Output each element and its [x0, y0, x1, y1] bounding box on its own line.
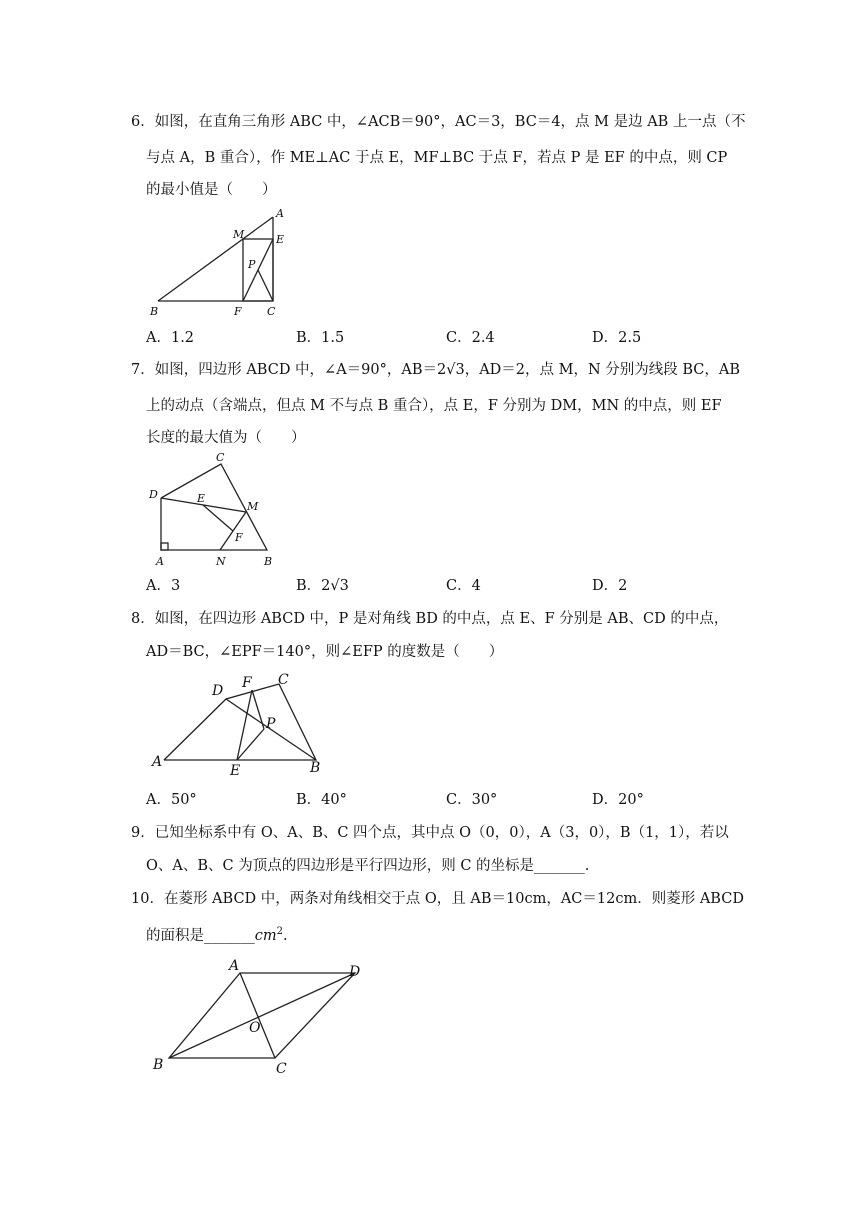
q10-text-line2: [146, 922, 288, 946]
q6-options: [146, 326, 766, 346]
q6-label-p: P: [248, 258, 256, 271]
q6-text-line2: 与点 A，B 重合），作 ME⊥AC 于点 E，MF⊥BC 于点 F，若点 P 是 EF 的中点，则 CP: [146, 150, 728, 166]
q9-text-line1: 9．已知坐标系中有 O、A、B、C 四个点，其中点 O（0，0），A（3，0），B（1，1），若以: [131, 825, 729, 841]
q6-label-c: C: [267, 305, 276, 318]
q8-label-d: D: [212, 683, 224, 699]
q8-text-line2: AD＝BC，∠EPF＝140°，则∠EFP 的度数是（ ）: [146, 644, 504, 660]
q10-text-line2-end: .: [283, 927, 288, 944]
q6-text-line1: 6．如图，在直角三角形 ABC 中，∠ACB＝90°，AC＝3，BC＝4，点 M 是边 AB 上一点（不: [131, 114, 746, 130]
q7-option-d[interactable]: D．2: [592, 578, 628, 594]
q7-label-n: N: [216, 555, 226, 568]
q8-segment-fp: [252, 690, 264, 729]
q7-option-c[interactable]: C．4: [446, 578, 481, 594]
q8-label-b: B: [310, 760, 321, 776]
q7-text-line3: 长度的最大值为（ ）: [146, 430, 306, 446]
q6-segment-cp: [258, 270, 273, 301]
q8-options: [146, 788, 766, 808]
q7-option-a[interactable]: A．3: [146, 578, 181, 594]
q8-label-f: F: [242, 675, 252, 691]
q8-segment-fe: [237, 690, 252, 760]
q6-label-f: F: [234, 305, 242, 318]
q10-label-b: B: [153, 1057, 164, 1073]
q10-label-a: A: [229, 958, 240, 974]
q8-label-a: A: [152, 754, 163, 770]
q6-option-d[interactable]: D．2.5: [592, 330, 642, 346]
q10-unit: cm: [254, 927, 277, 944]
q6-label-b: B: [150, 305, 159, 318]
q7-text-line1: 7．如图，四边形 ABCD 中，∠A＝90°，AB＝2√3，AD＝2，点 M，N 分别为线段 BC，AB: [131, 362, 741, 378]
q7-label-f: F: [235, 531, 243, 544]
q10-label-d: D: [349, 964, 361, 980]
q7-label-e: E: [197, 492, 206, 505]
q6-side-ab: [158, 217, 273, 301]
q8-figure: [150, 668, 330, 780]
q7-label-d: D: [149, 488, 158, 501]
q7-label-a: A: [156, 555, 164, 568]
q10-diagonal-ac: [240, 973, 275, 1058]
q7-option-b[interactable]: B．2√3: [296, 578, 349, 594]
q8-label-e: E: [230, 763, 241, 779]
q6-label-m: M: [233, 228, 245, 241]
q8-option-b[interactable]: B．40°: [296, 792, 347, 808]
q6-option-b[interactable]: B．1.5: [296, 330, 345, 346]
q7-label-m: M: [247, 500, 259, 513]
q10-label-c: C: [276, 1061, 287, 1077]
q6-figure: [140, 205, 300, 320]
q6-label-a: A: [276, 207, 284, 220]
q8-option-d[interactable]: D．20°: [592, 792, 644, 808]
q10-text-line1: 10．在菱形 ABCD 中，两条对角线相交于点 O，且 AB＝10cm，AC＝12cm．则菱形 ABCD: [131, 891, 744, 907]
q8-segment-pe: [237, 729, 264, 760]
q7-right-angle-mark: [161, 543, 168, 550]
q7-text-line2: 上的动点（含端点，但点 M 不与点 B 重合），点 E，F 分别为 DM，MN 的中点，则 EF: [146, 398, 722, 414]
q8-option-c[interactable]: C．30°: [446, 792, 498, 808]
q10-figure: [145, 955, 375, 1080]
q6-option-a[interactable]: A．1.2: [146, 330, 195, 346]
q6-label-e: E: [276, 233, 285, 246]
q7-label-b: B: [264, 555, 273, 568]
q10-label-o: O: [249, 1020, 261, 1036]
q9-text-line2: O、A、B、C 为顶点的四边形是平行四边形，则 C 的坐标是_______.: [146, 858, 590, 874]
q10-diagonal-bd: [169, 973, 355, 1058]
q7-figure: [140, 448, 290, 570]
q8-option-a[interactable]: A．50°: [146, 792, 197, 808]
q7-label-c: C: [216, 451, 225, 464]
q6-text-line3: 的最小值是（ ）: [146, 182, 277, 198]
q10-text-line2-prefix: 的面积是_______: [146, 927, 255, 944]
q8-text-line1: 8．如图，在四边形 ABCD 中，P 是对角线 BD 的中点，点 E、F 分别是 AB、CD 的中点，: [131, 611, 729, 627]
q6-option-c[interactable]: C．2.4: [446, 330, 495, 346]
q8-label-c: C: [278, 672, 289, 688]
q8-label-p: P: [266, 716, 276, 732]
q7-options: [146, 574, 766, 594]
q10-unit-exponent: 2: [276, 926, 283, 937]
